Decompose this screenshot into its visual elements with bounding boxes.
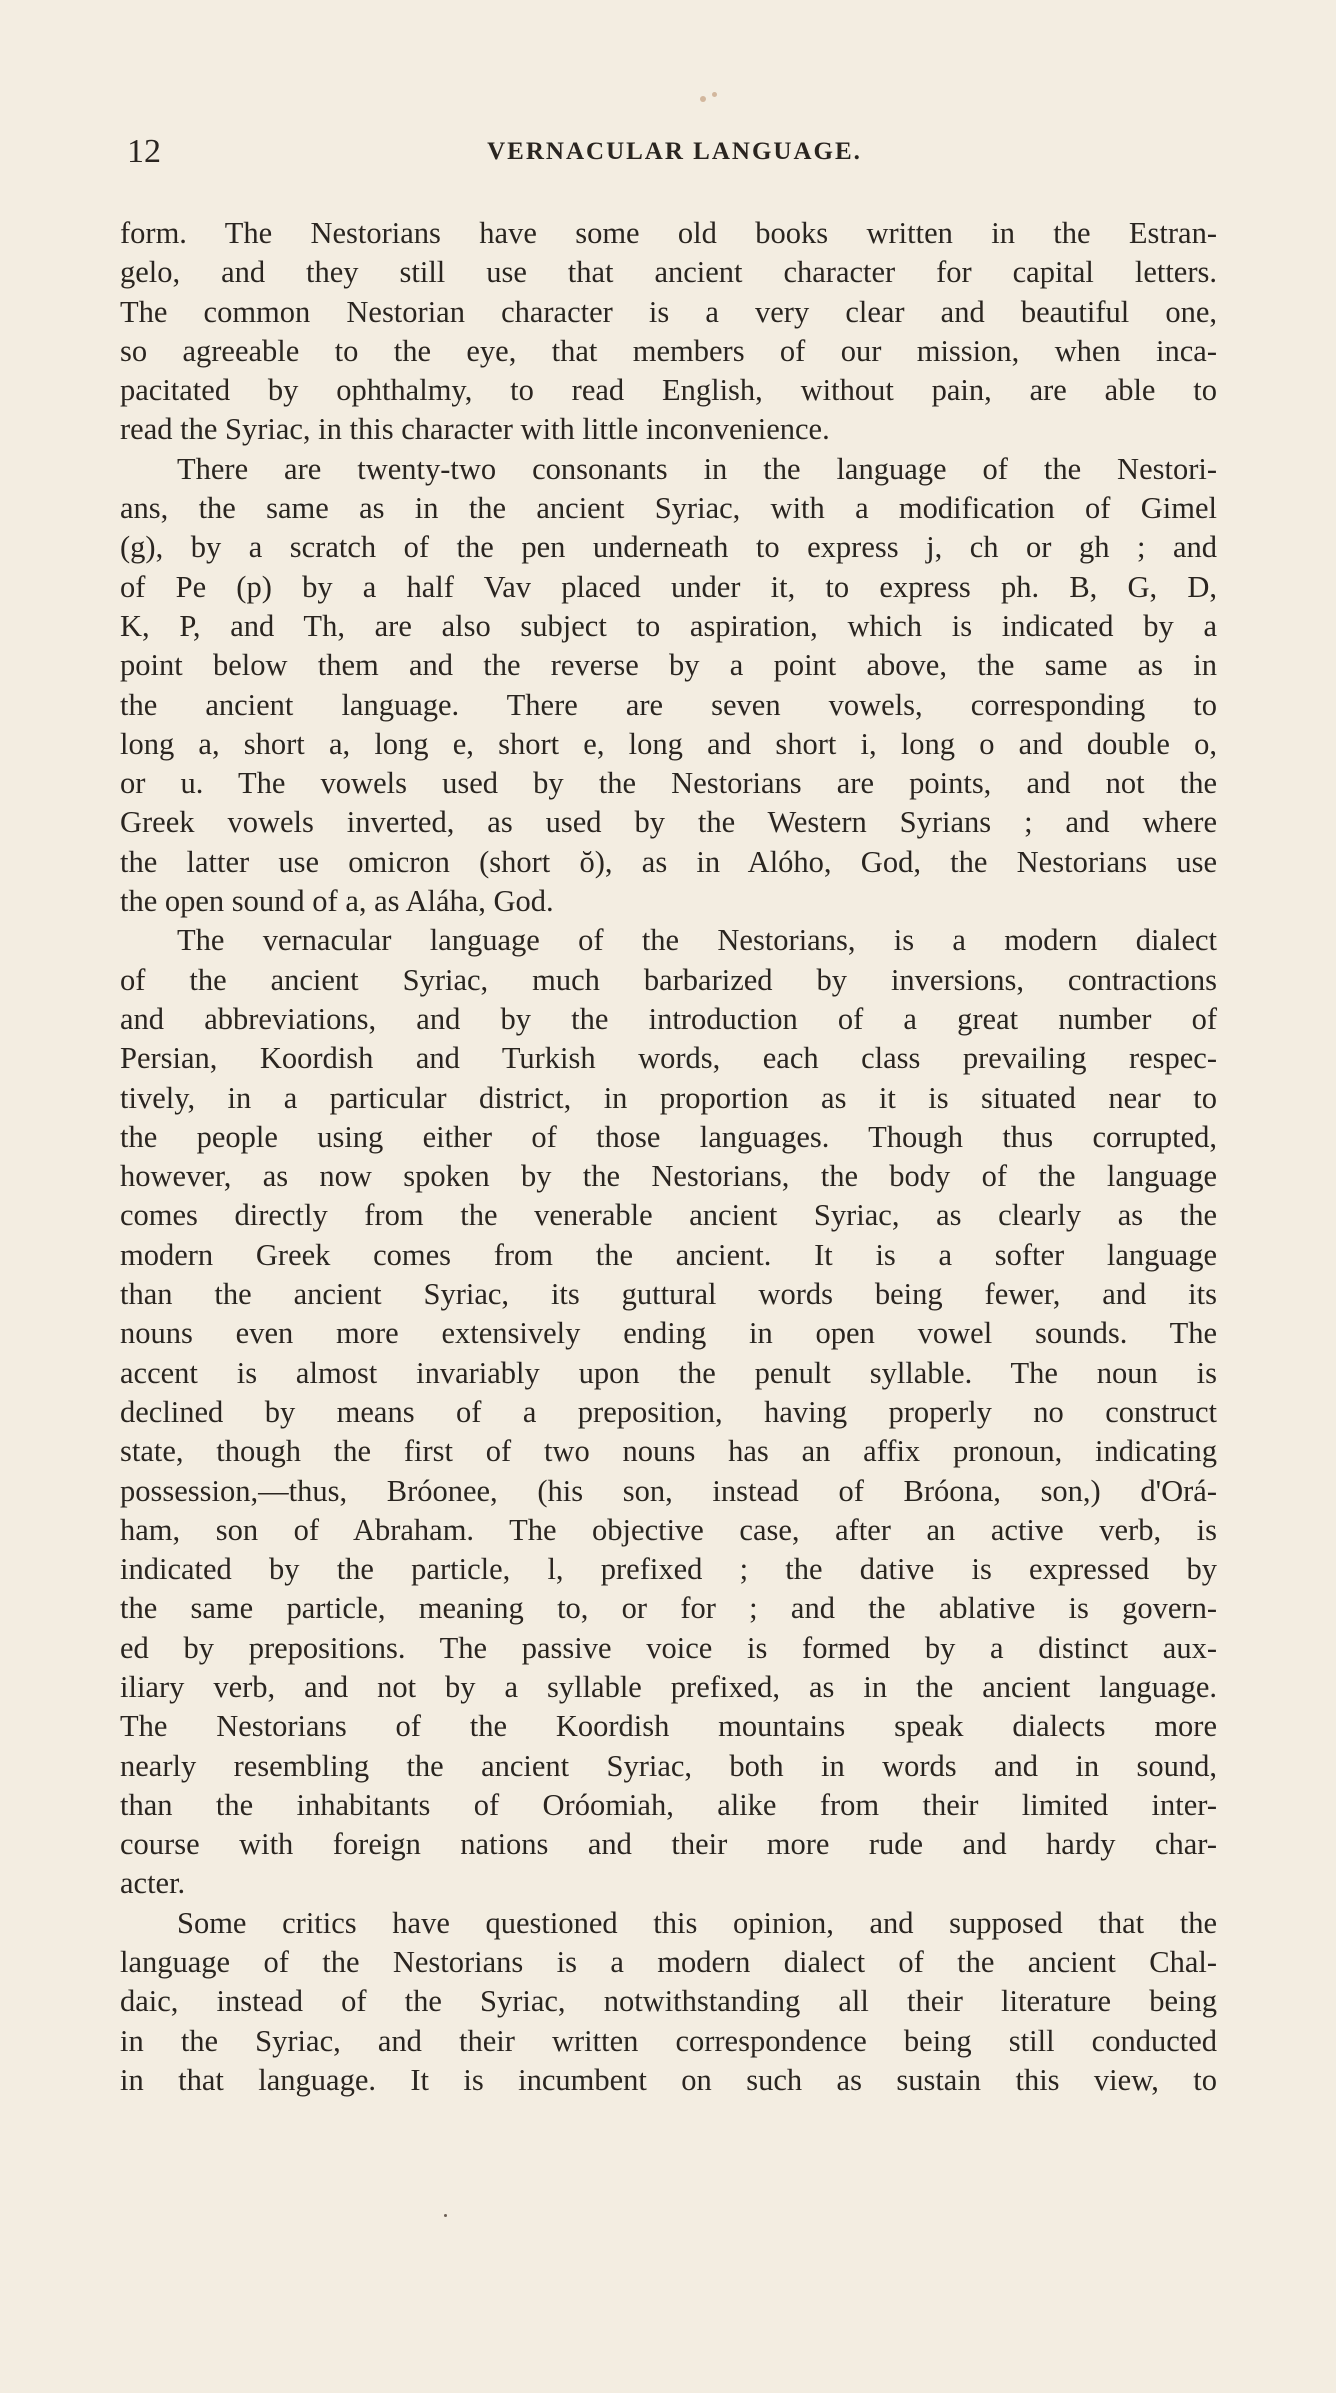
text-line: The vernacular language of the Nestorians, is a modern dialect <box>177 923 1217 958</box>
text-line: the latter use omicron (short ŏ), as in Alóho, God, the Nestorians use <box>120 844 1217 879</box>
text-line: declined by means of a preposition, having properly no construct <box>120 1394 1217 1429</box>
text-line: ham, son of Abraham. The objective case, after an active verb, is <box>120 1512 1217 1547</box>
text-line: in the Syriac, and their written correspondence being still conducted <box>120 2023 1217 2058</box>
text-line: indicated by the particle, l, prefixed ; the dative is expressed by <box>120 1552 1217 1587</box>
text-line: form. The Nestorians have some old books written in the Estran- <box>120 216 1217 250</box>
text-line: than the ancient Syriac, its guttural words being fewer, and its <box>120 1277 1217 1312</box>
text-line: iliary verb, and not by a syllable prefixed, as in the ancient language. <box>120 1669 1217 1704</box>
text-line: ed by prepositions. The passive voice is formed by a distinct aux- <box>120 1630 1217 1665</box>
text-line: The Nestorians of the Koordish mountains speak dialects more <box>120 1709 1217 1744</box>
text-line: modern Greek comes from the ancient. It is a softer language <box>120 1237 1217 1272</box>
running-title: VERNACULAR LANGUAGE. <box>487 138 862 165</box>
text-line: possession,—thus, Bróonee, (his son, instead of Bróona, son,) d'Orá- <box>120 1473 1217 1508</box>
text-line: the open sound of a, as Aláha, God. <box>120 884 554 919</box>
text-line: or u. The vowels used by the Nestorians are points, and not the <box>120 766 1217 801</box>
text-line: acter. <box>120 1866 186 1901</box>
text-line: Greek vowels inverted, as used by the Western Syrians ; and where <box>120 805 1217 840</box>
text-line: nearly resembling the ancient Syriac, both in words and in sound, <box>120 1748 1217 1783</box>
text-line: the people using either of those languages. Though thus corrupted, <box>120 1119 1217 1154</box>
text-line: of the ancient Syriac, much barbarized by inversions, contractions <box>120 962 1217 997</box>
text-line: in that language. It is incumbent on such as sustain this view, to <box>120 2062 1217 2097</box>
text-line: long a, short a, long e, short e, long and short i, long o and double o, <box>120 726 1217 761</box>
text-line: gelo, and they still use that ancient character for capital letters. <box>120 255 1217 290</box>
text-line: so agreeable to the eye, that members of our mission, when inca- <box>120 333 1217 368</box>
text-line: however, as now spoken by the Nestorians, the body of the language <box>120 1159 1217 1194</box>
text-line: course with foreign nations and their more rude and hardy char- <box>120 1827 1217 1862</box>
text-line: (g), by a scratch of the pen underneath to express j, ch or gh ; and <box>120 530 1217 565</box>
text-line: the ancient language. There are seven vowels, corresponding to <box>120 687 1217 722</box>
text-line: comes directly from the venerable ancient Syriac, as clearly as the <box>120 1198 1217 1233</box>
text-line: and abbreviations, and by the introduction of a great number of <box>120 1001 1217 1036</box>
text-line: The common Nestorian character is a very clear and beautiful one, <box>120 294 1217 329</box>
text-line: accent is almost invariably upon the penult syllable. The noun is <box>120 1355 1217 1390</box>
text-line: nouns even more extensively ending in open vowel sounds. The <box>120 1316 1217 1351</box>
text-line: K, P, and Th, are also subject to aspiration, which is indicated by a <box>120 608 1217 643</box>
text-line: point below them and the reverse by a point above, the same as in <box>120 648 1217 683</box>
text-line: daic, instead of the Syriac, notwithstanding all their literature being <box>120 1984 1217 2019</box>
ink-smudge <box>700 88 722 106</box>
stray-mark <box>444 2214 447 2217</box>
page-number: 12 <box>127 133 161 170</box>
text-line: tively, in a particular district, in proportion as it is situated near to <box>120 1080 1217 1115</box>
text-line: pacitated by ophthalmy, to read English, without pain, are able to <box>120 373 1217 408</box>
text-line: of Pe (p) by a half Vav placed under it, to express ph. B, G, D, <box>120 569 1217 604</box>
text-line: state, though the first of two nouns has an affix pronoun, indicating <box>120 1434 1217 1469</box>
running-head <box>127 132 1222 172</box>
text-line: There are twenty-two consonants in the language of the Nestori- <box>177 451 1217 486</box>
text-line: ans, the same as in the ancient Syriac, with a modification of Gimel <box>120 491 1217 526</box>
body-text <box>120 214 1217 2100</box>
text-line: than the inhabitants of Oróomiah, alike from their limited inter- <box>120 1787 1217 1822</box>
text-line: read the Syriac, in this character with little inconvenience. <box>120 412 830 447</box>
text-line: language of the Nestorians is a modern dialect of the ancient Chal- <box>120 1945 1217 1980</box>
text-line: Persian, Koordish and Turkish words, each class prevailing respec- <box>120 1041 1217 1076</box>
text-line: Some critics have questioned this opinion, and supposed that the <box>177 1905 1217 1940</box>
text-line: the same particle, meaning to, or for ; and the ablative is govern- <box>120 1591 1217 1626</box>
